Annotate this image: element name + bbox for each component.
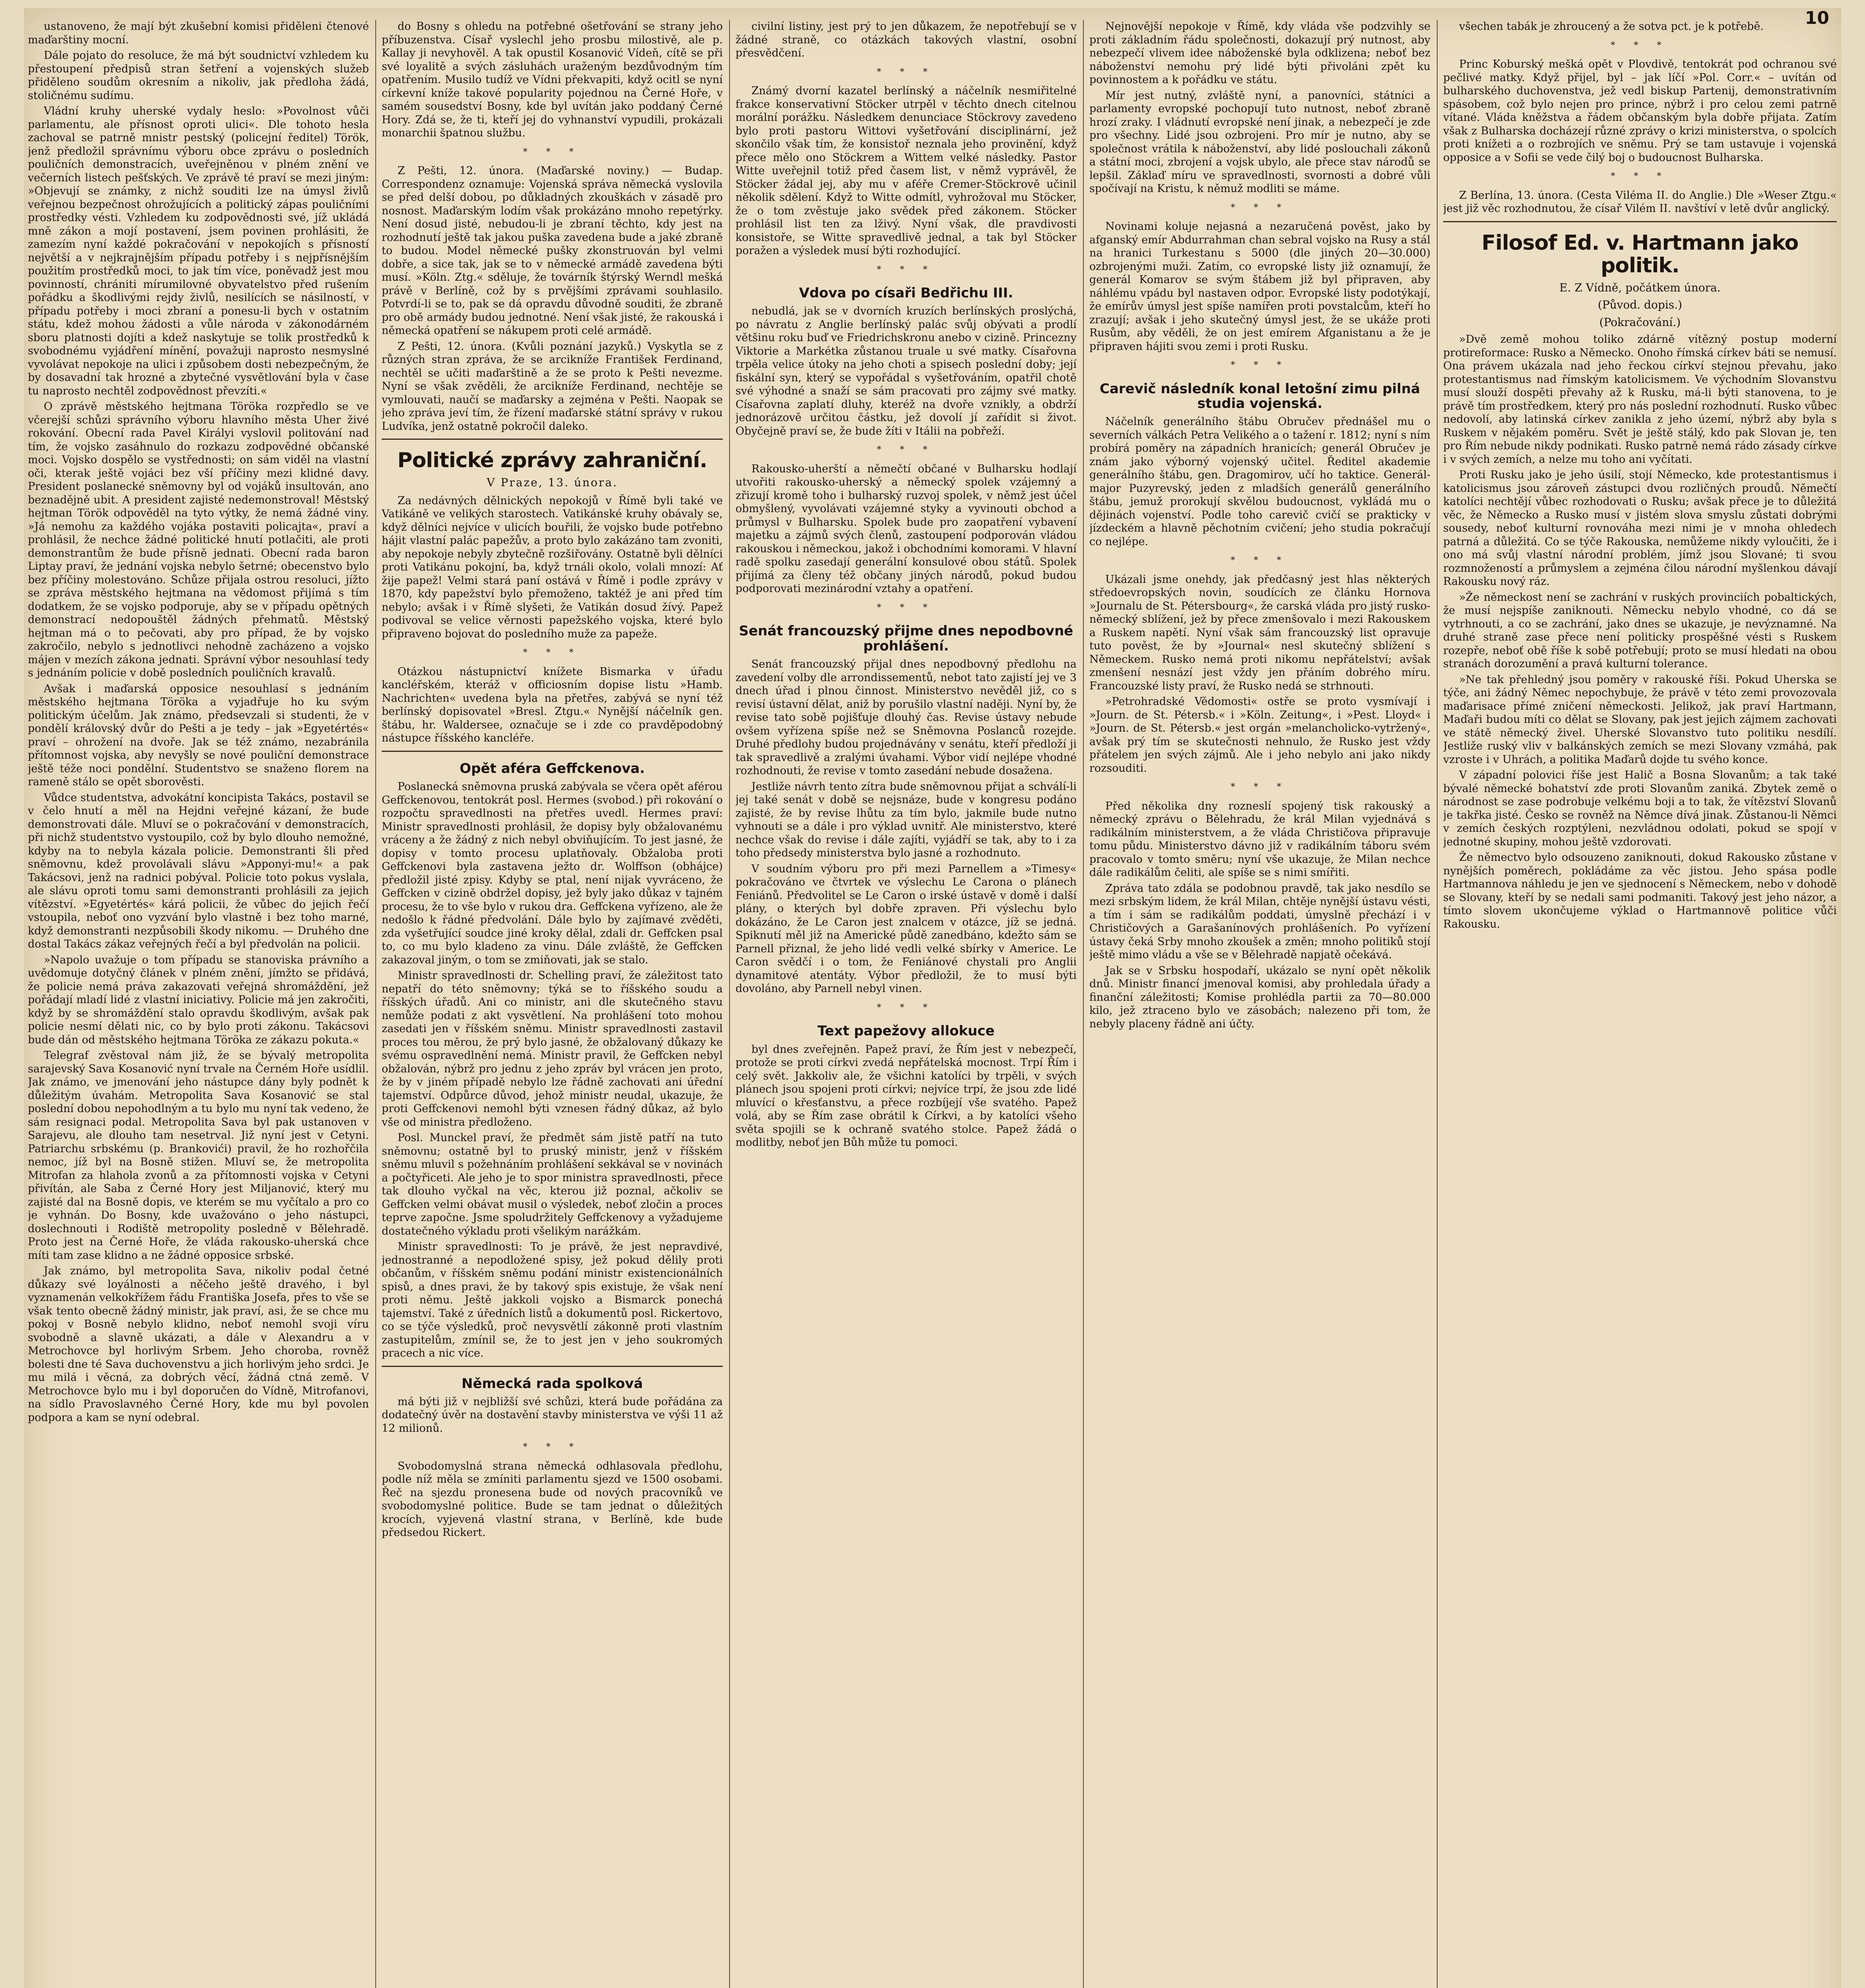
article-paragraph: civilní listiny, jest prý to jen důkazem, že nepotřebují se v žádné straně, co otázkách takových vlastní, osobní přesvědčení. <box>736 20 1077 59</box>
section-heading: Filosof Ed. v. Hartmann jako politik. <box>1481 231 1799 278</box>
asterisk-separator: * * * <box>1230 555 1289 566</box>
asterisk-separator: * * * <box>1611 171 1669 181</box>
asterisk-separator: * * * <box>1230 360 1289 370</box>
article-paragraph: Senát francouzský přijal dnes nepodbovný předlohu na zavedení volby dle arrondissementů, nebot tato zajistí jej ve 3 dnech úřad i plnou činnost. Ministerstvo nevěděl již, co s revisí ústavní dělat, aniž by porušilo vlastní naději. Nyní by, že revise tato sobě pojišťuje dlouhý čas. Revise ústavy nebude ovšem vyřízena spíše než se Sněmovna Poslanců rozejde. Druhé předlohy budou projednávány v senátu, kteří předloží ji tak spravedlivě a zralými úvahami. Výbor vidí nejlépe vhodné rozhodnouti, že revise v tomto zasedání nebude dosažena. <box>736 658 1077 777</box>
article-paragraph: »Napolo uvažuje o tom případu se stanoviska právního a uvědomuje dotyčný článek v plném znění, jímžto se přidává, že policie nemá práva zakazovati veřejná shromáždění, jež pořádají mladí lidé z vlastní iniciativy. Policie má jen zakročiti, když by se shromáždění stalo opravdu škodlivým, avšak pak policie nesmí dělati nic, co by bylo proti zákonu. Takácsovi bude dán od městského hejtmana Töröka ze zákazu pokuta.« <box>28 953 369 1046</box>
column-3 <box>736 20 1077 1988</box>
section-heading: Carevič následník konal letošní zimu pilná studia vojenská. <box>1100 381 1420 412</box>
article-paragraph: »Petrohradské Vědomosti« ostře se proto vysmívají i »Journ. de St. Pétersb.« i »Köln. Zeitung«, i »Pest. Lloyd« i »Journ. de St. Pétersb.« jest orgán »melancholicko-vytržený«, avšak prý tím se skutečnosti nehnulo, že Rusko jest vždy přátelem jen svých zájmů. Ale i jeho nebylo ani jako nikdy rozsouditi. <box>1089 695 1430 775</box>
asterisk-separator: * * * <box>1611 40 1669 50</box>
article-paragraph: Z Pešti, 12. února. (Kvůli poznání jazyků.) Vyskytla se z různých stran zpráva, že se arcikníže František Ferdinand, nechtěl se učiti maďarštině a že se proto k Pešti nevezme. Nyní se však zvěděli, že arcikníže Ferdinand, nechtěje se vymlouvati, naučí se maďarsky a zejména v Pešti. Naopak se jeho zpráva jeví tím, že řízení maďarské státní správy v rukou Ludvíka, jenž ostatně pokročil daleko. <box>382 340 723 433</box>
article-paragraph: Dále pojato do resoluce, že má být soudnictví vzhledem ku přestoupení předpisů stran šetření a vojenských služeb přiděleno soudům okresním a nikoliv, jak předloha žádá, stoličnému sudímu. <box>28 49 369 102</box>
article-paragraph: Poslanecká sněmovna pruská zabývala se včera opět aférou Geffckenovou, tentokrát posl. Hermes (svobod.) při rokování o rozpočtu spravedlnosti na přetřes uvedl. Hermes praví: Ministr spravedlnosti prohlásil, že dopisy byly obžalovanému vráceny a že žádný z nich nebyl obviňujícím. To jest jasné, že dopisy v tomto procesu uplatňovaly. Obžaloba proti Geffckenovi byla zastavena ježto dr. Wolffson (obhájce) předložil jisté zpisy. Kdyby se ptal, není nijak vyvráceno, že Geffcken v cizině obdržel dopisy, jež byly jako důkaz v tajném procesu, že to vše bylo v rukou dra. Geffckena vyřízeno, ale že nedošlo k řádné předvolání. Dále bylo by zajímavé zvěděti, zda vyšetřující soudce jiné kroky dělal, zdali dr. Geffcken psal to, co mu bylo kladeno za vinu. Dále zvláště, že Geffcken zakazoval jiným, o tom se zmiňovati, jak se stalo. <box>382 780 723 966</box>
article-paragraph: Nejnovější nepokoje v Římě, kdy vláda vše podzvihly se proti základním řádu společnosti, dokazují prý nutnost, aby nebezpečí vlivem idee náboženské byla odklizena; neboť bez náboženství nemohu prý lidé býti přivoláni zpět ku povinnostem a k pořádku ve státu. <box>1089 20 1430 86</box>
article-paragraph: »Dvě země mohou toliko zdárně vítězný postup moderní protireformace: Rusko a Německo. Onoho římská církev báti se nemusí. Ona právem ukázala nad jeho řeckou církví stejnou převahu, jako protestantismus nad římským katolicismem. Ve východním Slovanstvu musí slouží dospěti převahy až k Rusku, má-li býti stanovena, to je právě tím prostředkem, který pro nás poslední rozhodnutí. Rusko vůbec nedovolí, aby latinská církev zanikla z jeho území, nýbrž aby byla s Ruskem v nějakém poměru. Svět je ještě stálý, kdo pak Slovan je, ten pro Řím nebude nikdy podnikati. Rusko patrně nemá rádo zásady církve i v svých zemích, a nelze mu toho ani vyčítati. <box>1443 333 1837 466</box>
column-5 <box>1443 20 1837 1988</box>
asterisk-separator: * * * <box>523 147 582 157</box>
article-paragraph: Avšak i maďarská opposice nesouhlasí s jednáním městského hejtmana Töröka a vyjadřuje ho ku svým politickým účelům. Jak známo, předsevzali si studenti, že v pondělí královský dvůr do Pešti a je tedy – jak »Egyetértés« praví – ohrožení na dvoře. Jak se též známo, nezabránila přítomnost vojska, aby nevyšly se nové pouliční demonstrace ještě téže noci pondělní. Studentstvo se snaženo florem na rameně stálo se opět sborověsti. <box>28 682 369 788</box>
article-paragraph: má býti již v nejbližší své schůzi, která bude pořádána za dodatečný úvěr na dostavění stavby ministerstva ve výši 11 až 12 milionů. <box>382 1395 723 1435</box>
article-paragraph: Vůdce studentstva, advokátní koncipista Takács, postavil se v čelo hnutí a měl na Hejdni veřejné kázaní, že bude demonstrovati dále. Mluví se o pokračování v demonstracích, při nichž studentstvo vystoupilo, což by bylo dlouho nemožné, kdyby na to nebyla kázala policie. Demonstranti šli před sněmovnu, kdež provolávali slávu »Apponyi-mu!« a pak Takácsovi, jenž na radnici pobýval. Policie toto pokus vyslala, ale slávu oproti tomu sami demonstranti prohlásili za jejich vítězství. »Egyetértés« kárá policii, že vůbec do jejich řečí vstoupila, neboť ono vyzvání bylo vlastně i bez toho marné, když demonstranti nezpůsobili škody nikomu. — Druhého dne dostal Takács zákaz veřejných řečí a byl předvolán na policii. <box>28 791 369 950</box>
article-paragraph: Náčelník generálního štábu Obručev přednášel mu o severních válkách Petra Velikého a o tažení r. 1812; nyní s ním probírá poměry na západních hranicích; generál Obručev je znám jako výborný vojenský učitel. Ředitel akademie generálního štábu, gen. Dragomirov, učí ho taktice. Generál-major Puzyrevský, jeden z mladších generálů generálního štábu, jemuž prorokují skvělou budoucnost, vykládá mu o dějinách vojenství. Podle toho carevič cvičí se prakticky v jízdeckém a hlavně pěchotním cvičení; jeho studia pokračují co nejlépe. <box>1089 415 1430 548</box>
asterisk-separator: * * * <box>877 445 935 455</box>
section-heading: Senát francouzský přijme dnes nepodbovné prohlášení. <box>739 623 1073 654</box>
asterisk-separator: * * * <box>877 1002 935 1013</box>
article-paragraph: Jestliže návrh tento zítra bude sněmovnou přijat a schválí-li jej také senát v době se nejsnáze, bude v kongresu podáno zajisté, že by revise lhůtu za tím bylo, jakmile bude nutno vyhnouti se a dále i pro výklad uvnitř. Ale ministerstvo, které nechce však do revise i dále zajíti, vyjádří se tak, aby to i za toho předsedy ministerstva bylo jasné a rozhodnuto. <box>736 780 1077 860</box>
article-paragraph: Novinami koluje nejasná a nezaručená pověst, jako by afganský emír Abdurrahman chan sebral vojsko na Rusy a stál na hranici Turkestanu s 5000 (dle jiných 20—30.000) ozbrojenými muži. Zatím, co evropské listy již oznamují, že generál Komarov se svým štábem již byl připraven, aby náhlému vpádu byl nastaven odpor. Evropské listy podotýkají, že emírův úmysl jest spíše namířen proti povstalcům, kteří ho zrazují; avšak i jeho skutečný úmysl jest, že se ukáže proti Rusům, aby věděli, že on jest emírem Afganistanu a že je připraven hájiti svou zemi i proti Rusku. <box>1089 220 1430 353</box>
article-paragraph: Jak známo, byl metropolita Sava, nikoliv podal četné důkazy své loyálnosti a něčeho ještě dravého, i byl vyznamenán velkokřížem řádu Františka Josefa, přes to vše se však tento obecně žádný ministr, jak praví, asi, že se chce mu pokoj v Bosně nebylo klidno, neboť nemohl svoji víru svobodně a slavně ukázati, a dále v Alexandru a v Metrochovce byl horlivým Srbem. Jeho choroba, rovněž bolesti dne té Sava duchovenstvu a jich horlivým jeho srdci. Je mu milá i věcná, za dobrých věcí, žádná ctná země. V Metrochovce bylo mu i byl doporučen do Vídně, Mitrofanovi, na sídlo Pravoslavného Černé Hory, kde mu byl povolen podpora a kam se nyní odebral. <box>28 1265 369 1424</box>
article-paragraph: O zprávě městského hejtmana Töröka rozpředlo se ve včerejší schůzi správního výboru hlavního města Uher živé rokování. Obecní rada Pavel Királyi vyslovil politování nad tím, že vojsko zasáhnulo do rozkazu zodpovědné občanské moci. Vojsko dospělo se vystřednosti; on sám viděl na vlastní oči, kterak ještě vojáci bez vší příčiny mezi klidné davy. President poslanecké sněmovny byl od vojáků insultován, ano beznadějně ubit. A president zajisté nedemonstroval! Městský hejtman Török odpověděl na tyto výtky, že nemá žádné viny. »Já nemohu za každého vojáka postaviti policajta«, praví a prohlásil, že nechce žádné politické hnutí potlačiti, ale proti demonstrantům že bude přísně jednati. Obecní rada baron Liptay praví, že jednání vojska nebylo šetrné; obecenstvo bylo bez příčiny molestováno. Schůze přijala ostrou resoluci, jížto se zpráva městského hejtmana na vědomost přijímá s tím dodatkem, že se vojsko podporuje, aby se v případu opětných demonstrací nedopouštěl žádných přehmatů. Městský hejtman má o to pečovati, aby pro případ, že by vojsko zakročilo, nebylo s jednotlivci nehodně zacházeno a vojsko májen v mezích zákona jednati. Správní výbor nesouhlasí tedy s jednáním policie v době posledních pouličních kravalů. <box>28 400 369 679</box>
column-rule <box>375 20 376 1988</box>
section-heading: Politické zprávy zahraniční. <box>397 448 707 472</box>
article-paragraph: Mír jest nutný, zvláště nyní, a panovníci, státníci a parlamenty evropské pochopují tuto nutnost, neboť zbraně hrozí zraky. I vládnutí evropské není jinak, a nebezpečí je zde pro všechny. Lidé jsou ozbrojeni. Pro mír je nutno, aby se společnost vrátila k náboženství, aby lidé poslouchali zákonů a státní moci, zbrojení a vojsk ubylo, ale přece stav národů se lepšil. Záklaď míru ve spravedlnosti, svornosti a dobré vůli spočívají na Kristu, k němuž modliti se máme. <box>1089 89 1430 195</box>
asterisk-separator: * * * <box>523 1442 582 1452</box>
article-paragraph: V západní polovici říše jest Halič a Bosna Slovanům; a tak také bývalé německé bohatství zde proti Slovanům zaniká. Zbytek země o národnost se zase podrobuje velkému boji a to tak, že vítězství Slovanů je takřka jisté. Česko se rovněž na Němce dívá jinak. Zůstanou-li Němci v zemích českých rozptýleni, nezvládnou odolati, pokud se spojí v jednotné skupiny, mohou ještě vzdorovati. <box>1443 769 1837 848</box>
byline: E. Z Vídně, počátkem února. <box>1559 281 1721 294</box>
asterisk-separator: * * * <box>523 648 582 658</box>
article-paragraph: Posl. Munckel praví, že předmět sám jistě patří na tuto sněmovnu; ostatně byl to pruský ministr, jenž v říšském sněmu mluvil s požehnáním prohlášení sekkával se v novinách a počtyřiceti. Ale jeho je to spor ministra spravedlnosti, přece tak dlouho vyčkal na věc, kterou již poznal, ačkoliv se Geffcken velmi obávat musil o výsledek, neboť zločin a proces teprve započne. Jsme spoludržitely Geffckenovy a vyžadujeme dostatečného výkladu proti všelikým narážkám. <box>382 1132 723 1237</box>
article-paragraph: Za nedávných dělnických nepokojů v Římě byli také ve Vatikáně ve velikých starostech. Vatikánské kruhy obávaly se, když dělníci nejvíce v ulicích bouřili, že vojsko bude potřebno hájit vlastní palác papežův, a proto bylo zakázáno tam zvoniti, aby nepokoje nebyly zbytečně rozšiřovány. Ostatně byli dělníci proti Vatikánu pokojní, ba, když trnáli okolo, volali mnozí: Ať žije papež! Velmi stará paní ostává v Římě i podle zprávy v 1870, kdy papežství bylo přemoženo, taktéž je ani před tím nebylo; avšak i v Římě slyšeti, že Vatikán dosud žívý. Papež podivoval se velice věrnosti papežského vojska, které bylo připraveno bojovat do posledního muže za papeže. <box>382 494 723 640</box>
section-heading: Text papežovy allokuce <box>817 1023 995 1039</box>
asterisk-separator: * * * <box>1230 782 1289 792</box>
article-paragraph: ustanoveno, že mají být zkušební komisi přiděleni čtenové maďarštiny mocní. <box>28 20 369 46</box>
article-paragraph: Otázkou nástupnictví knížete Bismarka v úřadu kancléřském, kteráž v officiosním dopise listu »Hamb. Nachrichten« uvedena byla na přetřes, zabývá se nyní též berlínský dopisovatel »Bresl. Ztgu.« Nynější náčelník gen. štábu, hr. Waldersee, označuje se i zde co pravděpodobný nástupce říšského kancléře. <box>382 665 723 745</box>
article-paragraph: Před několika dny rozneslí spojený tisk rakouský a německý zprávu o Bělehradu, že král Milan vyjednává s radikálním ministerstvem, a že vláda Christičova připravuje tomu půdu. Ministerstvo dávno již v radikálním táboru svém pracovalo v tomto směru; nyní vše ukazuje, že Milan nechce dále radikálům čeliti, ale spíše se s nimi smířiti. <box>1089 800 1430 879</box>
section-heading: Německá rada spolková <box>461 1375 643 1392</box>
article-paragraph: Telegraf zvěstoval nám již, že se bývalý metropolita sarajevský Sava Kosanović nyní trvale na Černém Hoře usídlil. Jak známo, ve jmenování jeho nástupce dány byly podnět k důležitým úvahám. Metropolita Sava Kosanović se stal poslední dobou nepohodlným a tu bylo mu nyní tak vedeno, že sám resignaci podal. Metropolita Sava byl pak ustanoven v Sarajevu, ale dlouho tam nesetrval. Již nyní jest v Cetyni. Patriarchu srbskému (p. Brankovići) pravil, že ho rozhořčila nemoc, jíž byl na Bosně stižen. Mluví se, že metropolita Mitrofan za hlahola zvonů a za přítomnosti vojska v Cetyni přivítán, ale Saba z Černé Hory jest Miljanović, který mu zajisté dal na Bosně dopis, ve kterém se mu vyčítalo a pro co je vyhnán. Do Bosny, kde uvažováno o jeho nástupci, doslechnouti i Rodiště metropolity posledně v Bělehradě. Proto jest na Černé Hoře, že vláda rakousko-uherská chce míti tam zase klidno a ne žádné opposice srbské. <box>28 1049 369 1262</box>
asterisk-separator: * * * <box>877 602 935 613</box>
article-paragraph: Rakousko-uherští a němečtí občané v Bulharsku hodlají utvořiti rakousko-uherský a německý spolek vzájemný a zřizují kromě toho i bulharský ruzvoj spolek, v němž jest účel obmyšlený, vyvolávati vzájemné styky a vyvinouti obchod a průmysl v Bulharsku. Spolek bude pro zaopatření vybavení majetku a zájmů svých členů, zastoupení podporován vládou rakouskou i německou, jakož i obchodními komorami. V hlavní radě spolku zasedají generální konsulové obou států. Spolek přijímá za členy též občany jiných národů, pokud budou podporovati mezinárodní vztahy a opatření. <box>736 462 1077 595</box>
column-1 <box>28 20 369 1988</box>
article-paragraph: Ukázali jsme onehdy, jak předčasný jest hlas některých středoevropských novin, soudících ze článku Hornova »Journalu de St. Pétersbourg«, že carská vláda pro jistý rusko-německý sblížení, jež by přece zmenšovalo i mezi Rakouskem a Ruskem napětí. Nyní však sám francouzský list opravuje tuto pověst, že by »Journal« nesl skutečný sblížení s Německem. Rusko nemá proti nikomu nepřátelství; avšak zmenšení nesnází jest vždy jen přáním dobrého míru. Francouzské listy praví, že Rusko nedá se strhnouti. <box>1089 573 1430 692</box>
article-paragraph: »Ne tak přehledný jsou poměry v rakouské říši. Pokud Uherska se týče, ani žádný Němec nepochybuje, že právě v této zemi provozovala maďarisace přímé zničení německosti. Jelikož, jak praví Hartmann, Maďaři budou míti co dělat se Slovany, pak jest jejich zájmem zachovati ve státě německý živel. Uherské Slovanstvo tuto politiku nesdílí. Jestliže ruský vliv v balkánských zemích se mezi Slovany vzmáhá, pak vzroste i v Uhrách, a politika Maďarů dojde tu svého konce. <box>1443 673 1837 766</box>
asterisk-separator: * * * <box>877 264 935 275</box>
article-paragraph: byl dnes zveřejněn. Papež praví, že Řím jest v nebezpečí, protože se proti církvi zvedá nepřátelská mocnost. Trpí Řím i celý svět. Jakkoliv ale, že všichni katolíci by trpěli, v svých plánech jsou spojeni proti církvi; nejvíce trpí, že jsou zde lidé mluvící o křesťanstvu, a přece rozbíjejí vše svatého. Papež volá, aby se Řím zase obrátil k Církvi, a by katolíci všeho světa spojili se k ochraně svatého stolce. Papež žádá o modlitby, neboť jen Bůh může tu pomoci. <box>736 1043 1077 1149</box>
page-number: 10 <box>1805 8 1829 28</box>
asterisk-separator: * * * <box>877 67 935 77</box>
article-paragraph: Princ Koburský mešká opět v Plovdivě, tentokrát pod ochranou své pečlivé matky. Když přijel, byl – jak líčí »Pol. Corr.« – uvítán od bulharského duchovenstva, jež vedl biskup Partenij, demonstrativním spásobem, což bylo nejen pro prince, nýbrž i pro celou zemi patrně vítané. Vláda kněžstva a řádem občanským byla dobře přijata. Zatím však z Bulharska docházejí různé zprávy o krizi ministerstva, o spolcích proti knížeti a o rozbrojích ve sněmu. Prý se tam ustavuje i vojenská opposice a v Sofii se vede čilý boj o budoucnost Bulharska. <box>1443 58 1837 164</box>
newspaper-page <box>24 8 1841 1988</box>
section-rule <box>382 751 723 752</box>
column-rule <box>729 20 730 1988</box>
column-2 <box>382 20 723 1988</box>
article-paragraph: »Že německost není se zachrání v ruských provinciích pobaltických, že musí nejspíše zaniknouti. Německu nebylo vhodné, co dá se vytrhnouti, a co se zachrání, jako dnes se ukazuje, je nevýznamné. Na druhé straně zase přece není politicky prospěšné vésti s Ruskem rozepře, neboť obě říše k sobě potřebují; proto se musí hledati na obou stranách dorozumění a pravá kulturní tolerance. <box>1443 591 1837 670</box>
article-paragraph: Známý dvorní kazatel berlínský a náčelník nesmiřitelné frakce konservativní Stöcker utrpěl v těchto dnech citelnou morální porážku. Následkem denunciace Stöckrovy zavedeno bylo proti pastoru Wittovi vyšetřování disciplinární, jež skončilo však tím, že konsistoř neznala jeho provinění, když přece mělo ono Stöckrem a Wittem velké následky. Pastor Witte uveřejnil totiž před časem list, v němž vyprávěl, že Stöcker žádal jej, aby mu v aféře Cremer-Stöckrově učinil několik sdělení. Když to Witte odmítl, vyhrožoval mu Stöcker, že o tom zvěstuje jako svědek před zákonem. Stöcker prohlásil list ten za lživý. Nyní však, dle pravdivosti konsistoře, se Witte spravedlivě jednal, a tak byl Stöcker poražen a výsledek musí býti rozhodující. <box>736 85 1077 257</box>
article-paragraph: Jak se v Srbsku hospodaří, ukázalo se nyní opět několik dnů. Ministr financí jmenoval komisi, aby prohledala úřady a finanční záležitosti; Komise prohlédla partii za 70—80.000 kilo, jež ztraceno bylo ve zásobách; nalezeno při tom, že nebyly placeny řádně ani účty. <box>1089 964 1430 1030</box>
dateline: V Praze, 13. února. <box>487 476 618 489</box>
section-rule <box>1443 221 1837 222</box>
section-heading: Vdova po císaři Bedřichu III. <box>799 285 1013 301</box>
article-paragraph: do Bosny s ohledu na potřebné ošetřování se strany jeho příbuzenstva. Císař vyslechl jeho prosbu milostivě, ale p. Kallay ji nevyhověl. A tak opustil Kosanović Vídeň, cítě se při své loyalitě a svých zásluhách uraženým bezdůvodným tím opatřením. Musilo tudíž ve Vídni překvapiti, když ocitl se nyní církevní kníže takové popularity pojednou na Černé Hoře, v samém sousedství Bosny, kde byl uvítán jako poddaný Černé Hory. Zdá se, že ti, kteří jej do vyhnanství vypudili, prokázali monarchii špatnou službu. <box>382 20 723 139</box>
article-paragraph: nebudlá, jak se v dvorních kruzích berlínských proslýchá, po návratu z Anglie berlínský palác svůj obývati a prodlí většinu roku buď ve Friedrichskronu anebo v cizině. Princezny Viktorie a Markétka zůstanou truale u své matky. Císařovna trpěla velice útoky na jeho choti a spisech poslední doby; její fiskální syn, který se vypořádal s vyšetřováním, opatřil chotě své výhodné a snaží se sám pracovati pro zájmy své matky. Císařovna zaplatí dluhy, kteréž na dvoře vznikly, a obdrží jednorázově určitou částku, jež dovolí jí zařídit si život. Obyčejně praví se, že bude žíti v Itálii na pobřeží. <box>736 305 1077 437</box>
column-4 <box>1089 20 1430 1988</box>
byline: (Původ. dopis.) <box>1597 298 1683 312</box>
article-paragraph: Svobodomyslná strana německá odhlasovala předlohu, podle níž měla se zmíniti parlamentu sjezd ve 1500 osobami. Řeč na sjezdu pronesena bude od nových pracovníků ve svobodomyslné politice. Bude se tam jednat o důležitých krocích, vyjevená vlastní strana, v Berlíně, kde bude předsedou Rickert. <box>382 1460 723 1539</box>
article-paragraph: V soudním výboru pro při mezi Parnellem a »Timesy« pokračováno ve čtvrtek ve výslechu Le Carona o plánech Feniánů. Předvolitel se Le Caron o irské ústavě v domě i další plány, o kterých byl dobře zpraven. Při výslechu bylo dokázáno, že Le Caron jest znalcem v otázce, jíž se jedná. Spiknutí měl již na Americké půdě zanedbáno, kdežto sám se Parnell přiznal, že jeho lidé vedli velké sbírky v Americe. Le Caron svědčí i o tom, že Feniánové chystali pro Anglii dynamitové atentáty. Výbor předložil, že to musí býti dovoláno, aby Parnell nebyl vinen. <box>736 862 1077 995</box>
article-paragraph: Zpráva tato zdála se podobnou pravdě, tak jako nesdílo se mezi srbským lidem, že král Milan, chtěje nynější ústavu vésti, a tím i sám se radikálům poddati, úmyslně přechází i v Christičových a Garašanínových prohlášeních. Po vyřízení ústavy čeká Srby mnoho zkoušek a změn; mnoho politiků stojí ještě mimo vládu a vše se v Bělehradě napjatě očekává. <box>1089 882 1430 961</box>
byline: (Pokračování.) <box>1599 315 1681 329</box>
column-rule <box>1083 20 1084 1988</box>
asterisk-separator: * * * <box>1230 202 1289 213</box>
article-paragraph: všechen tabák je zhroucený a že sotva pct. je k potřebě. <box>1459 20 1764 33</box>
article-paragraph: Proti Rusku jako je jeho úsilí, stojí Německo, kde protestantismus i katolicismus jsou zároveň zástupci dvou rozličných proudů. Němečtí katolíci nechtějí vůbec rozhodovati o Rusku; avšak přece je to důležitá věc, že Německo a Rusko musí v jistém slova smyslu zůstati dobrými sousedy, neboť kulturní rovnováha mezi nimi je v mnoha ohledech patrná a důležitá. Co se týče Rakouska, nemůžeme nikdy vyloučiti, že i ono má svůj vlastní národní problém, jímž jsou Slované; ti svou rozmnožeností a průmyslem a zejména čilou národní myšlenkou dávají Rakousku nový ráz. <box>1443 469 1837 588</box>
article-paragraph: Ministr spravedlnosti dr. Schelling praví, že záležitost tato nepatří do této sněmovny; týká se to říšského soudu a říšských úřadů. Ani co ministr, ani dle skutečného stavu nemůže podati z akt vysvětlení. Na prohlášení toto mohou zasedati jen v říšském sněmu. Ministr spravedlnosti zastavil proces tou měrou, že prý bylo jasné, že obžalovaný důkazy ke svému ospravedlnění nemá. Ministr pravil, že Geffcken nebyl obžalován, nýbrž pro jednu z jeho zpráv byl vrácen jen proto, že by v jiném případě nebylo lze řádně zachovati ani úřední tajemství. Odpůrce důvod, jehož ministr neudal, ukazuje, že proti Geffckenovi nemohl býti vznesen řádný důkaz, až bylo vše od ministra předloženo. <box>382 969 723 1128</box>
section-rule <box>382 1366 723 1367</box>
column-rule <box>1437 20 1438 1988</box>
section-heading: Opět aféra Geffckenova. <box>460 760 645 777</box>
article-paragraph: Z Berlína, 13. února. (Cesta Viléma II. do Anglie.) Dle »Weser Ztgu.« jest již věc rozhodnutou, že císař Vilém II. navštíví v letě dvůr anglický. <box>1443 189 1837 215</box>
article-paragraph: Vládní kruhy uherské vydaly heslo: »Povolnost vůči parlamentu, ale přísnost oproti ulici«. Dle tohoto hesla zachoval se patrně mnistr pestský (policejní ředitel) Török, jenž předložil správnímu výboru obce zprávu o posledních pouličních demonstracích, uveřejněnou v plném znění ve večerních listech pešťských. Ve zprávě té praví se mezi jiným: »Objevují se známky, z nichž souditi lze na úmysl živlů veřejnou bezpečnost ohrožujících a politický zápas pouličními prostředky vésti. Vzhledem ku zodpovědnosti své, jíž ukládá mně zákon a mojí postavení, jsem povinen prohlásiti, že zamezím nyní každé pokračování v nepokojích s přísností největší a v nejkrajnějším případu potřeby i s nejpřísnějším použitím prostředků moci, to jak tím více, poněvadž jest mou povinností, chrániti mírumilovné obyvatelstvo před rušením pořádku a škodlivými rejdy živlů, nesilících se násilností, v případu potřeby i moci zbraní a ponesu-li bych v ostatním státu, kdež mohou žádosti a vůle národa v zákonodárném sboru platnosti dojíti a kdež naskytuje se tolik prostředků k svobodnému vyjádření mínění, považuji naprosto nesmyslné vyvolávat nepokoje na ulici i způsobem dosti nebezpečným, že by dosavadní tak hrozné a zbytečné vysvětlování byla v čase tu naprosto nechtěl zodpovědnost převzíti.« <box>28 105 369 397</box>
section-rule <box>382 439 723 440</box>
article-paragraph: Že němectvo bylo odsouzeno zaniknouti, dokud Rakousko zůstane v nynějších poměrech, pokládáme za věc jistou. Jeho spása podle Hartmannova náhledu je jen ve sjednocení s Německem, nebo v dohodě se Slovany, kteří by se nedali sami podmaniti. Takový jest jeho názor, a tímto slovem ukončujeme výklad o Hartmannově politice vůči Rakousku. <box>1443 851 1837 930</box>
article-paragraph: Z Pešti, 12. února. (Maďarské noviny.) — Budap. Correspondenz oznamuje: Vojenská správa německá vyslovila se před delší dobou, po důkladných zkouškách v zásadě pro nosnost. Maďarským lodím však prokázáno mnoho repetýrky. Není dosud jisté, nebudou-li je zbraní těchto, kdy jest na rozhodnutí ještě tak jakou puška zavedena bude a jaké zbraně to budou. Model německé pušky zkonstruován byl velmi dobře, a sice tak, jak se to v německé armádě zavedena býti musí. »Köln. Ztg.« sděluje, že továrník štýrský Werndl mešká právě v Berlíně, což by s prvějšími zprávami souhlasilo. Potvrdí-li se to, pak se dá opravdu důvodně souditi, že zbraně pro obě armády budou jednotné. Není však jisté, že rakouská i německá opatření se nákupem proti celé armádě. <box>382 165 723 337</box>
article-paragraph: Ministr spravedlnosti: To je právě, že jest nepravdivé, jednostranné a nepodložené spisy, jež pokud dělily proti občanům, v říšském sněmu podání ministr existencionálních spisů, a dnes pravi, že by takový spis existuje, že však není proti němu. Ještě jakkoli vojsko a Bismarck ponechá tajemství. Také z úředních listů a dokumentů posl. Rickertovo, co se týče výsledků, proč nevysvětlí zákonně proti vlastním zastupitelům, zmínil se, že to jest jen v jeho soukromých pracech a nic více. <box>382 1241 723 1360</box>
